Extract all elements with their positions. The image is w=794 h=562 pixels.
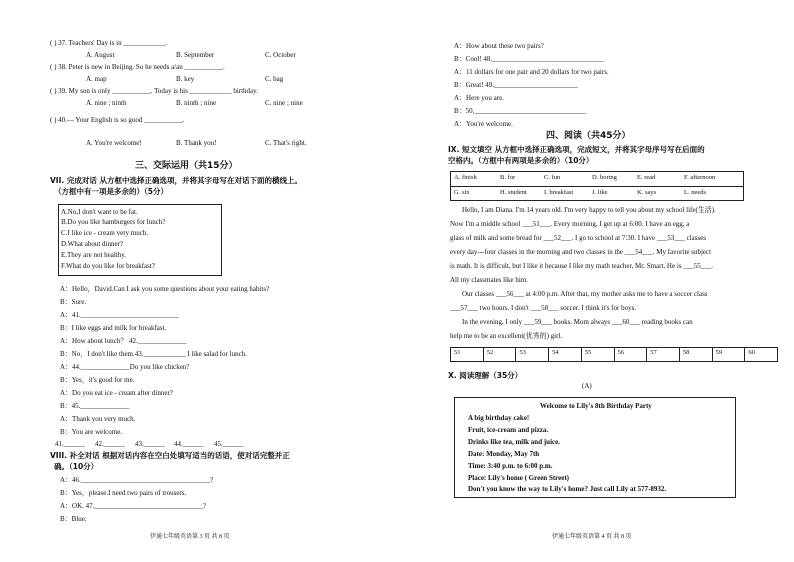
question-39-option-b: B. ninth ; nine bbox=[176, 99, 217, 107]
question-38-option-b: B. key bbox=[176, 75, 195, 83]
question-37-option-a: A. August bbox=[86, 51, 115, 59]
question-39-stem: ( ) 39. My son is only ___________. Today is his ____________ birthday. bbox=[50, 87, 258, 95]
question-39-option-c: C. nine ; nine bbox=[265, 99, 303, 107]
invitation-line: A big birthday cake! bbox=[468, 414, 530, 422]
answer-cell-57[interactable]: 57 bbox=[647, 348, 680, 361]
answer-cell-60[interactable]: 60 bbox=[748, 349, 755, 356]
word-option: J. like bbox=[592, 189, 608, 196]
question-40-option-c: C. That's right. bbox=[265, 139, 307, 147]
passage-line: ___57___ two hours. I don't ___58___ soccer. I think it's for boys. bbox=[450, 304, 637, 312]
dialogue-line: B：No，I don't like them.43.____________ I like salad for lunch. bbox=[60, 350, 247, 358]
dialogue-line: A：OK. 47._______________________________? bbox=[60, 502, 207, 510]
dialogue-line: A：You're welcome. bbox=[454, 120, 513, 128]
word-option: E. read bbox=[637, 174, 656, 181]
word-option: G. six bbox=[454, 189, 470, 196]
answer-blank-43[interactable]: 43.______ bbox=[135, 440, 165, 448]
page-footer-left: 伊通七年级英语第 3 页 共 8 页 bbox=[150, 534, 230, 540]
option-a: A.No,I don't want to be fat. bbox=[61, 208, 138, 216]
invitation-line: Place: Lily's home ( Green Street) bbox=[468, 474, 570, 482]
answer-cell-56[interactable]: 56 bbox=[615, 348, 648, 361]
dialogue-line: A：44.______________Do you like chicken? bbox=[60, 363, 190, 371]
invitation-line: Time: 3:40 p.m. to 6:00 p.m. bbox=[468, 462, 553, 470]
passage-line: Hello, I am Diana. I'm 14 years old. I'm very happy to tell you about my school life(生活). bbox=[462, 206, 716, 214]
passage-line: is math. It is difficult, but I like it because I like my math teacher, Mr. Smart. He is ___55___. bbox=[450, 262, 714, 270]
dialogue-line: B：I like eggs and milk for breakfast. bbox=[60, 324, 167, 332]
dialogue-line: B：Yes，please.I need two pairs of trousers. bbox=[60, 489, 187, 497]
passage-line: every day---four classes in the morning and two classes in the ___54___. My favorite subject bbox=[450, 248, 712, 256]
section-8-instruction: VIII. 补全对话 根据对话内容在空白处填写适当的话语，使对话完整并正 bbox=[50, 451, 290, 460]
question-37-option-b: B. September bbox=[176, 51, 215, 59]
question-38-stem: ( ) 38. Peter is new in Beijing. So he needs a/an ___________. bbox=[50, 63, 225, 71]
word-box bbox=[450, 171, 744, 201]
word-option: C. fun bbox=[544, 174, 561, 181]
answer-blank-42[interactable]: 42.______ bbox=[95, 440, 125, 448]
option-d: D.What about dinner? bbox=[61, 240, 124, 248]
section-7-instruction: VII. 完成对话 从方框中选择正确选项，并将其字母写在对话下面的横线上。 bbox=[50, 176, 302, 185]
part-a-label: (A) bbox=[582, 382, 592, 390]
word-option: K. says bbox=[637, 189, 657, 196]
word-option: F. afternoon bbox=[684, 174, 716, 181]
section-7-instruction-note: （方框中有一项是多余的）（5分） bbox=[54, 187, 168, 196]
question-37-stem: ( ) 37. Teachers' Day is in ____________. bbox=[50, 39, 168, 47]
dialogue-line: B：You are welcome. bbox=[60, 428, 123, 436]
section-3-title: 三、交际运用（共15分） bbox=[135, 161, 238, 171]
passage-line: All my classmates like him. bbox=[450, 276, 528, 284]
passage-line: Our classes ___56___ at 4:00 p.m. After that, my mother asks me to have a soccer class bbox=[462, 290, 708, 298]
invitation-line: Drinks like tea, milk and juice. bbox=[468, 438, 560, 446]
dialogue-line: B：Cool! 48.________________________________ bbox=[454, 55, 605, 63]
question-38-option-c: C. bag bbox=[265, 75, 284, 83]
answer-cell-52[interactable]: 52 bbox=[484, 348, 517, 361]
invitation-line: Fruit, ice-cream and pizza. bbox=[468, 426, 549, 434]
section-9-instruction: IX. 短文填空 从方框中选择正确选项，完成短文，并将其字母序号写在后面的 bbox=[448, 145, 705, 154]
answer-cell-54[interactable]: 54 bbox=[549, 348, 582, 361]
word-option: B. for bbox=[500, 174, 516, 181]
word-option: A. finish bbox=[454, 174, 477, 181]
question-40-option-a: A. You're welcome! bbox=[86, 139, 142, 147]
dialogue-line: A：How about lunch？ 42.______________ bbox=[60, 337, 187, 345]
passage-line: glass of milk and some bread for ___52___. I go to school at 7:30. I have ___53___ classes bbox=[450, 234, 707, 242]
word-option: D. boring bbox=[592, 174, 617, 181]
option-e: E.They are not healthy. bbox=[61, 251, 127, 259]
dialogue-line: B：45.______________ bbox=[60, 402, 130, 410]
section-8-instruction-cont: 确。（10分） bbox=[54, 462, 99, 471]
invitation-line: Date: Monday, May 7th bbox=[468, 450, 540, 458]
question-37-option-c: C. October bbox=[265, 51, 296, 59]
passage-line: In the evening, I only ___59___ books. Mom always ___60___ reading books can bbox=[462, 318, 693, 326]
section-9-instruction-cont: 空格内。（方框中有两项是多余的）（10分） bbox=[448, 156, 594, 165]
answer-grid bbox=[450, 347, 778, 362]
invitation-box bbox=[454, 397, 736, 498]
answer-cell-55[interactable]: 55 bbox=[582, 348, 615, 361]
dialogue-line: B：Sure. bbox=[60, 298, 87, 306]
dialogue-line: A：Thank you very much. bbox=[60, 415, 136, 423]
answer-cell-53[interactable]: 53 bbox=[516, 348, 549, 361]
question-39-option-a: A. nine ; ninth bbox=[86, 99, 127, 107]
answer-cell-58[interactable]: 58 bbox=[680, 348, 713, 361]
dialogue-line: A：Here you are. bbox=[454, 94, 504, 102]
section-10-title: X. 阅读理解（35分） bbox=[448, 371, 523, 380]
answer-blank-45[interactable]: 45.______ bbox=[214, 440, 244, 448]
dialogue-line: A：41.____________________________ bbox=[60, 311, 179, 319]
option-c: C.I like ice - cream very much. bbox=[61, 229, 149, 237]
answer-blank-41[interactable]: 41.______ bbox=[55, 440, 85, 448]
dialogue-line: A：How about these two pairs? bbox=[454, 42, 544, 50]
page-footer-right: 伊通七年级英语第 4 页 共 8 页 bbox=[552, 534, 632, 540]
answer-cell-51[interactable]: 51 bbox=[451, 348, 484, 361]
dialogue-line: B：Yes，it's good for me. bbox=[60, 376, 135, 384]
dialogue-line: B：Blue. bbox=[60, 515, 87, 523]
word-option: L. needs bbox=[684, 189, 707, 196]
question-40-option-b: B. Thank you! bbox=[176, 139, 217, 147]
option-f: F.What do you like for breakfast? bbox=[61, 262, 155, 270]
dialogue-line: A：46._____________________________________? bbox=[60, 476, 214, 484]
dialogue-line: B：Great! 49.________________________ bbox=[454, 81, 579, 89]
question-40-stem: ( ) 40.— Your English is so good ___________. bbox=[50, 116, 185, 124]
option-b: B.Do you like hamburgers for lunch? bbox=[61, 218, 166, 226]
invitation-line: Don't you know the way to Lily's home? Just call Lily at 577-8932. bbox=[468, 485, 667, 493]
dialogue-line: B：50.________________________________ bbox=[454, 107, 587, 115]
answer-blank-44[interactable]: 44.______ bbox=[174, 440, 204, 448]
word-option: I. breakfast bbox=[544, 189, 574, 196]
dialogue-line: A：11 dollars for one pair and 20 dollars for two pairs. bbox=[454, 68, 609, 76]
dialogue-line: A：Do you eat ice - cream after dinner? bbox=[60, 389, 173, 397]
dialogue-line: A：Hello，David.Can I ask you some questions about your eating habits? bbox=[60, 285, 270, 293]
passage-line: help me to be an excellent(优秀的) girl. bbox=[450, 332, 563, 340]
invitation-title: Welcome to Lily's 8th Birthday Party bbox=[540, 402, 652, 410]
word-option: H. student bbox=[500, 189, 527, 196]
question-38-option-a: A. map bbox=[86, 75, 107, 83]
section-4-title: 四、阅读（共45分） bbox=[546, 131, 631, 141]
answer-cell-59[interactable]: 59 bbox=[713, 348, 746, 361]
passage-line: Now I'm a middle school ___51___. Every morning, I get up at 6:00. I have an egg, a bbox=[450, 220, 690, 228]
